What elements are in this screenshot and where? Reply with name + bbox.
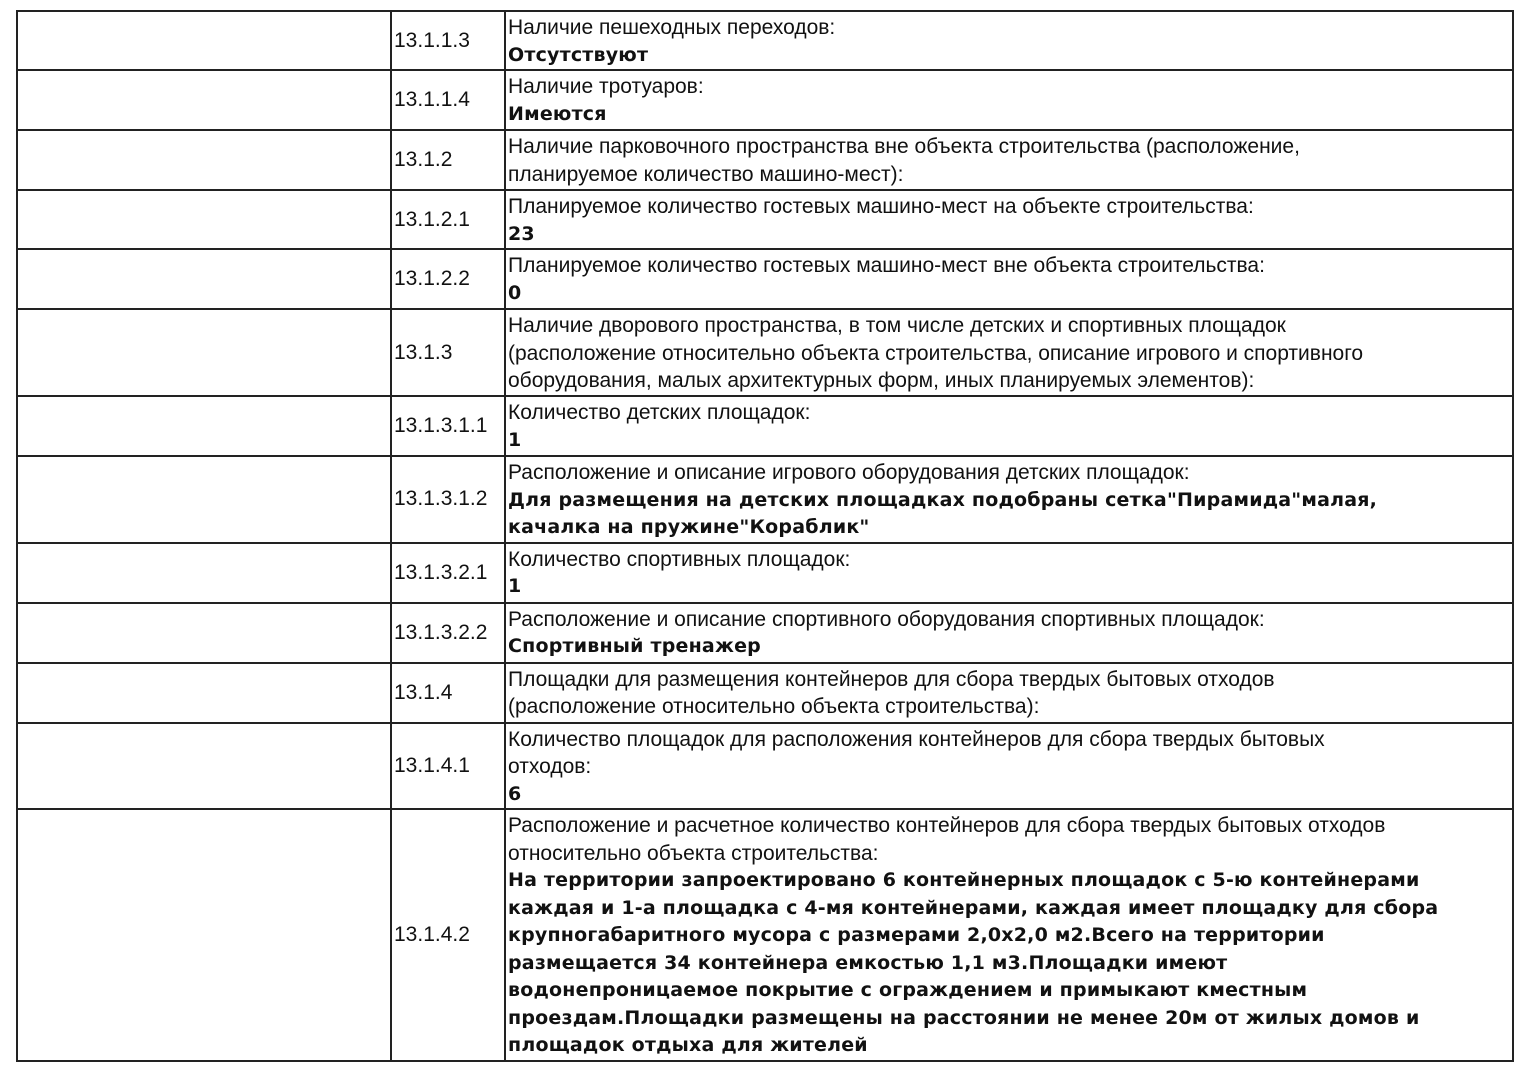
label-line: планируемое количество машино-мест): bbox=[508, 162, 904, 186]
value-line: 1 bbox=[508, 575, 522, 597]
item-description bbox=[505, 249, 1513, 309]
value-line: Для размещения на детских площадках подобраны сетка"Пирамида"малая, bbox=[508, 488, 1378, 511]
label-line: Расположение и описание спортивного оборудования спортивных площадок: bbox=[508, 607, 1265, 631]
value-line: Отсутствуют bbox=[508, 43, 649, 66]
item-code: 13.1.3.2.1 bbox=[391, 543, 505, 603]
label-line: (расположение относительно объекта строительства): bbox=[508, 695, 1040, 718]
empty-cell bbox=[17, 456, 391, 543]
table-row bbox=[17, 130, 1513, 190]
label-line: Площадки для размещения контейнеров для сбора твердых бытовых отходов bbox=[508, 667, 1275, 691]
value-line: крупногабаритного мусора с размерами 2,0х2,0 м2.Всего на территории bbox=[508, 924, 1325, 946]
item-code: 13.1.2.2 bbox=[391, 249, 505, 309]
item-code: 13.1.2.1 bbox=[391, 190, 505, 249]
value-line: водонепроницаемое покрытие с ограждением и примыкают кместным bbox=[508, 979, 1308, 1001]
item-description bbox=[505, 543, 1513, 603]
empty-cell bbox=[17, 190, 391, 249]
item-description bbox=[505, 130, 1513, 190]
item-code: 13.1.3.2.2 bbox=[391, 603, 505, 663]
label-line: Наличие дворового пространства, в том числе детских и спортивных площадок bbox=[508, 314, 1286, 337]
item-code: 13.1.4.1 bbox=[391, 723, 505, 810]
empty-cell bbox=[17, 603, 391, 663]
label-line: Планируемое количество гостевых машино-мест вне объекта строительства: bbox=[508, 254, 1265, 277]
table-row bbox=[17, 809, 1513, 1061]
label-line: Планируемое количество гостевых машино-мест на объекте строительства: bbox=[508, 195, 1254, 218]
item-code: 13.1.4.2 bbox=[391, 809, 505, 1061]
table-row bbox=[17, 11, 1513, 70]
table-row bbox=[17, 663, 1513, 723]
table-row bbox=[17, 249, 1513, 309]
table-row bbox=[17, 190, 1513, 249]
item-code: 13.1.2 bbox=[391, 130, 505, 190]
value-line: Имеются bbox=[508, 102, 607, 125]
item-code: 13.1.3.1.2 bbox=[391, 456, 505, 543]
item-code: 13.1.3.1.1 bbox=[391, 396, 505, 456]
item-description bbox=[505, 723, 1513, 810]
item-description bbox=[505, 663, 1513, 723]
item-description bbox=[505, 456, 1513, 543]
item-description bbox=[505, 11, 1513, 70]
label-line: Наличие парковочного пространства вне объекта строительства (расположение, bbox=[508, 135, 1300, 158]
value-line: 23 bbox=[508, 222, 535, 245]
table-row bbox=[17, 543, 1513, 603]
value-line: качалка на пружине"Кораблик" bbox=[508, 516, 870, 538]
item-description bbox=[505, 70, 1513, 130]
empty-cell bbox=[17, 309, 391, 396]
label-line: Количество детских площадок: bbox=[508, 401, 811, 424]
empty-cell bbox=[17, 543, 391, 603]
item-description bbox=[505, 396, 1513, 456]
value-line: 1 bbox=[508, 428, 522, 451]
value-line: На территории запроектировано 6 контейнерных площадок с 5-ю контейнерами bbox=[508, 869, 1420, 891]
label-line: (расположение относительно объекта строительства, описание игрового и спортивного bbox=[508, 341, 1364, 365]
label-line: Количество площадок для расположения контейнеров для сбора твердых бытовых bbox=[508, 727, 1325, 751]
item-description bbox=[505, 190, 1513, 249]
label-line: Наличие тротуаров: bbox=[508, 75, 704, 98]
table-row bbox=[17, 70, 1513, 130]
label-line: относительно объекта строительства: bbox=[508, 841, 879, 865]
value-line: размещается 34 контейнера емкостью 1,1 м3.Площадки имеют bbox=[508, 951, 1228, 974]
item-code: 13.1.1.3 bbox=[391, 11, 505, 70]
document-table bbox=[16, 10, 1514, 1062]
empty-cell bbox=[17, 70, 391, 130]
label-line: Наличие пешеходных переходов: bbox=[508, 16, 836, 39]
table-row bbox=[17, 456, 1513, 543]
item-description bbox=[505, 603, 1513, 663]
empty-cell bbox=[17, 663, 391, 723]
item-code: 13.1.1.4 bbox=[391, 70, 505, 130]
value-line: площадок отдыха для жителей bbox=[508, 1034, 868, 1056]
item-description bbox=[505, 809, 1513, 1061]
table-row bbox=[17, 603, 1513, 663]
table-row bbox=[17, 723, 1513, 810]
empty-cell bbox=[17, 809, 391, 1061]
label-line: Расположение и описание игрового оборудования детских площадок: bbox=[508, 461, 1190, 484]
label-line: оборудования, малых архитектурных форм, иных планируемых элементов): bbox=[508, 369, 1255, 392]
empty-cell bbox=[17, 723, 391, 810]
item-code: 13.1.3 bbox=[391, 309, 505, 396]
table-row bbox=[17, 396, 1513, 456]
empty-cell bbox=[17, 396, 391, 456]
label-line: Количество спортивных площадок: bbox=[508, 547, 851, 571]
value-line: проездам.Площадки размещены на расстоянии не менее 20м от жилых домов и bbox=[508, 1006, 1420, 1029]
item-code: 13.1.4 bbox=[391, 663, 505, 723]
value-line: 0 bbox=[508, 281, 522, 304]
item-description bbox=[505, 309, 1513, 396]
value-line: Спортивный тренажер bbox=[508, 635, 761, 657]
empty-cell bbox=[17, 249, 391, 309]
label-line: отходов: bbox=[508, 755, 592, 778]
label-line: Расположение и расчетное количество контейнеров для сбора твердых бытовых отходов bbox=[508, 814, 1386, 837]
value-line: 6 bbox=[508, 782, 522, 805]
table-row bbox=[17, 309, 1513, 396]
value-line: каждая и 1-а площадка с 4-мя контейнерами, каждая имеет площадку для сбора bbox=[508, 896, 1439, 919]
empty-cell bbox=[17, 11, 391, 70]
empty-cell bbox=[17, 130, 391, 190]
